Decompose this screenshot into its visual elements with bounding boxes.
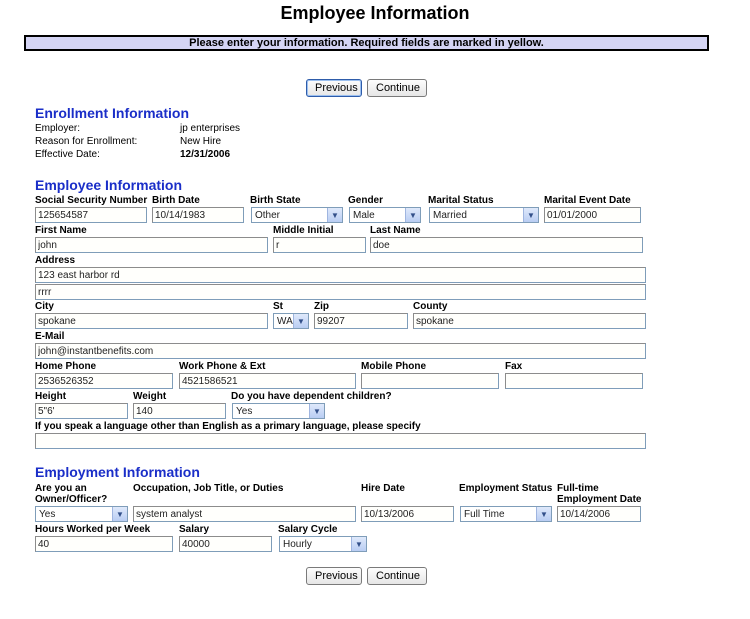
owner-select[interactable] [35,506,128,522]
marital-status-value: Married [433,209,467,221]
previous-button-top[interactable]: Previous [306,79,362,97]
county-input[interactable] [413,313,646,329]
middle-initial-input[interactable] [273,237,366,253]
hire-date-label: Hire Date [361,483,405,494]
employment-status-select[interactable] [460,506,552,522]
address-label: Address [35,255,76,266]
weight-input[interactable] [133,403,226,419]
email-label: E-Mail [35,331,65,342]
work-phone-input[interactable] [179,373,356,389]
owner-value: Yes [39,508,56,520]
employee-heading: Employee Information [35,177,183,193]
last-name-input[interactable] [370,237,643,253]
address-line2-input[interactable] [35,284,646,300]
owner-label-line2: Owner/Officer? [35,494,108,505]
fax-label: Fax [505,361,523,372]
home-phone-input[interactable] [35,373,173,389]
last-name-label: Last Name [370,225,421,236]
county-label: County [413,301,448,312]
reason-value: New Hire [180,136,222,147]
salary-label: Salary [179,524,210,535]
fulltime-date-input[interactable] [557,506,641,522]
chevron-down-icon[interactable]: ▼ [327,208,342,222]
employer-value: jp enterprises [180,123,241,134]
employment-heading: Employment Information [35,464,200,480]
home-phone-label: Home Phone [35,361,97,372]
mobile-phone-input[interactable] [361,373,499,389]
marital-event-date-input[interactable] [544,207,641,223]
effective-date-value: 12/31/2006 [180,149,231,160]
employer-label: Employer: [35,123,81,134]
salary-input[interactable] [179,536,272,552]
city-label: City [35,301,54,312]
zip-label: Zip [314,301,329,312]
chevron-down-icon[interactable]: ▼ [293,314,308,328]
chevron-down-icon[interactable]: ▼ [536,507,551,521]
salary-cycle-select[interactable] [279,536,367,552]
gender-select[interactable] [349,207,421,223]
dependents-label: Do you have dependent children? [231,391,392,402]
address-line1-input[interactable] [35,267,646,283]
birth-state-select[interactable] [251,207,343,223]
chevron-down-icon[interactable]: ▼ [309,404,324,418]
mobile-phone-label: Mobile Phone [361,361,426,372]
birth-state-label: Birth State [250,195,301,206]
city-input[interactable] [35,313,268,329]
continue-button-bottom[interactable]: Continue [367,567,427,585]
dependents-select[interactable] [232,403,325,419]
height-label: Height [35,391,67,402]
ssn-label: Social Security Number [35,195,148,206]
email-input[interactable] [35,343,646,359]
state-select[interactable] [273,313,309,329]
zip-input[interactable] [314,313,408,329]
first-name-input[interactable] [35,237,268,253]
birth-date-input[interactable] [152,207,244,223]
marital-status-select[interactable] [429,207,539,223]
fulltime-label-line1: Full-time [557,483,599,494]
fulltime-label-line2: Employment Date [557,494,642,505]
chevron-down-icon[interactable]: ▼ [405,208,420,222]
first-name-label: First Name [35,225,87,236]
required-fields-notice: Please enter your information. Required fields are marked in yellow. [24,35,709,51]
work-phone-label: Work Phone & Ext [179,361,266,372]
hours-input[interactable] [35,536,173,552]
gender-label: Gender [348,195,384,206]
language-input[interactable] [35,433,646,449]
marital-event-date-label: Marital Event Date [544,195,631,206]
height-input[interactable] [35,403,128,419]
birth-date-label: Birth Date [152,195,200,206]
previous-button-bottom[interactable]: Previous [306,567,362,585]
employment-status-label: Employment Status [459,483,553,494]
middle-initial-label: Middle Initial [273,225,334,236]
marital-status-label: Marital Status [428,195,494,206]
dependents-value: Yes [236,405,253,417]
employment-status-value: Full Time [464,508,505,520]
hire-date-input[interactable] [361,506,454,522]
continue-button-top[interactable]: Continue [367,79,427,97]
birth-state-value: Other [255,209,281,221]
chevron-down-icon[interactable]: ▼ [351,537,366,551]
reason-label: Reason for Enrollment: [35,136,138,147]
weight-label: Weight [133,391,167,402]
salary-cycle-value: Hourly [283,538,312,550]
occupation-label: Occupation, Job Title, or Duties [133,483,284,494]
chevron-down-icon[interactable]: ▼ [112,507,127,521]
enrollment-heading: Enrollment Information [35,105,189,121]
page-title: Employee Information [280,3,470,23]
effective-date-label: Effective Date: [35,149,100,160]
chevron-down-icon[interactable]: ▼ [523,208,538,222]
gender-value: Male [353,209,375,221]
fax-input[interactable] [505,373,643,389]
ssn-input[interactable] [35,207,147,223]
owner-label-line1: Are you an [35,483,87,494]
occupation-input[interactable] [133,506,356,522]
state-label: St [273,301,283,312]
state-value: WA [277,315,293,327]
language-label: If you speak a language other than English as a primary language, please specify [35,421,421,432]
hours-label: Hours Worked per Week [35,524,151,535]
salary-cycle-label: Salary Cycle [278,524,338,535]
